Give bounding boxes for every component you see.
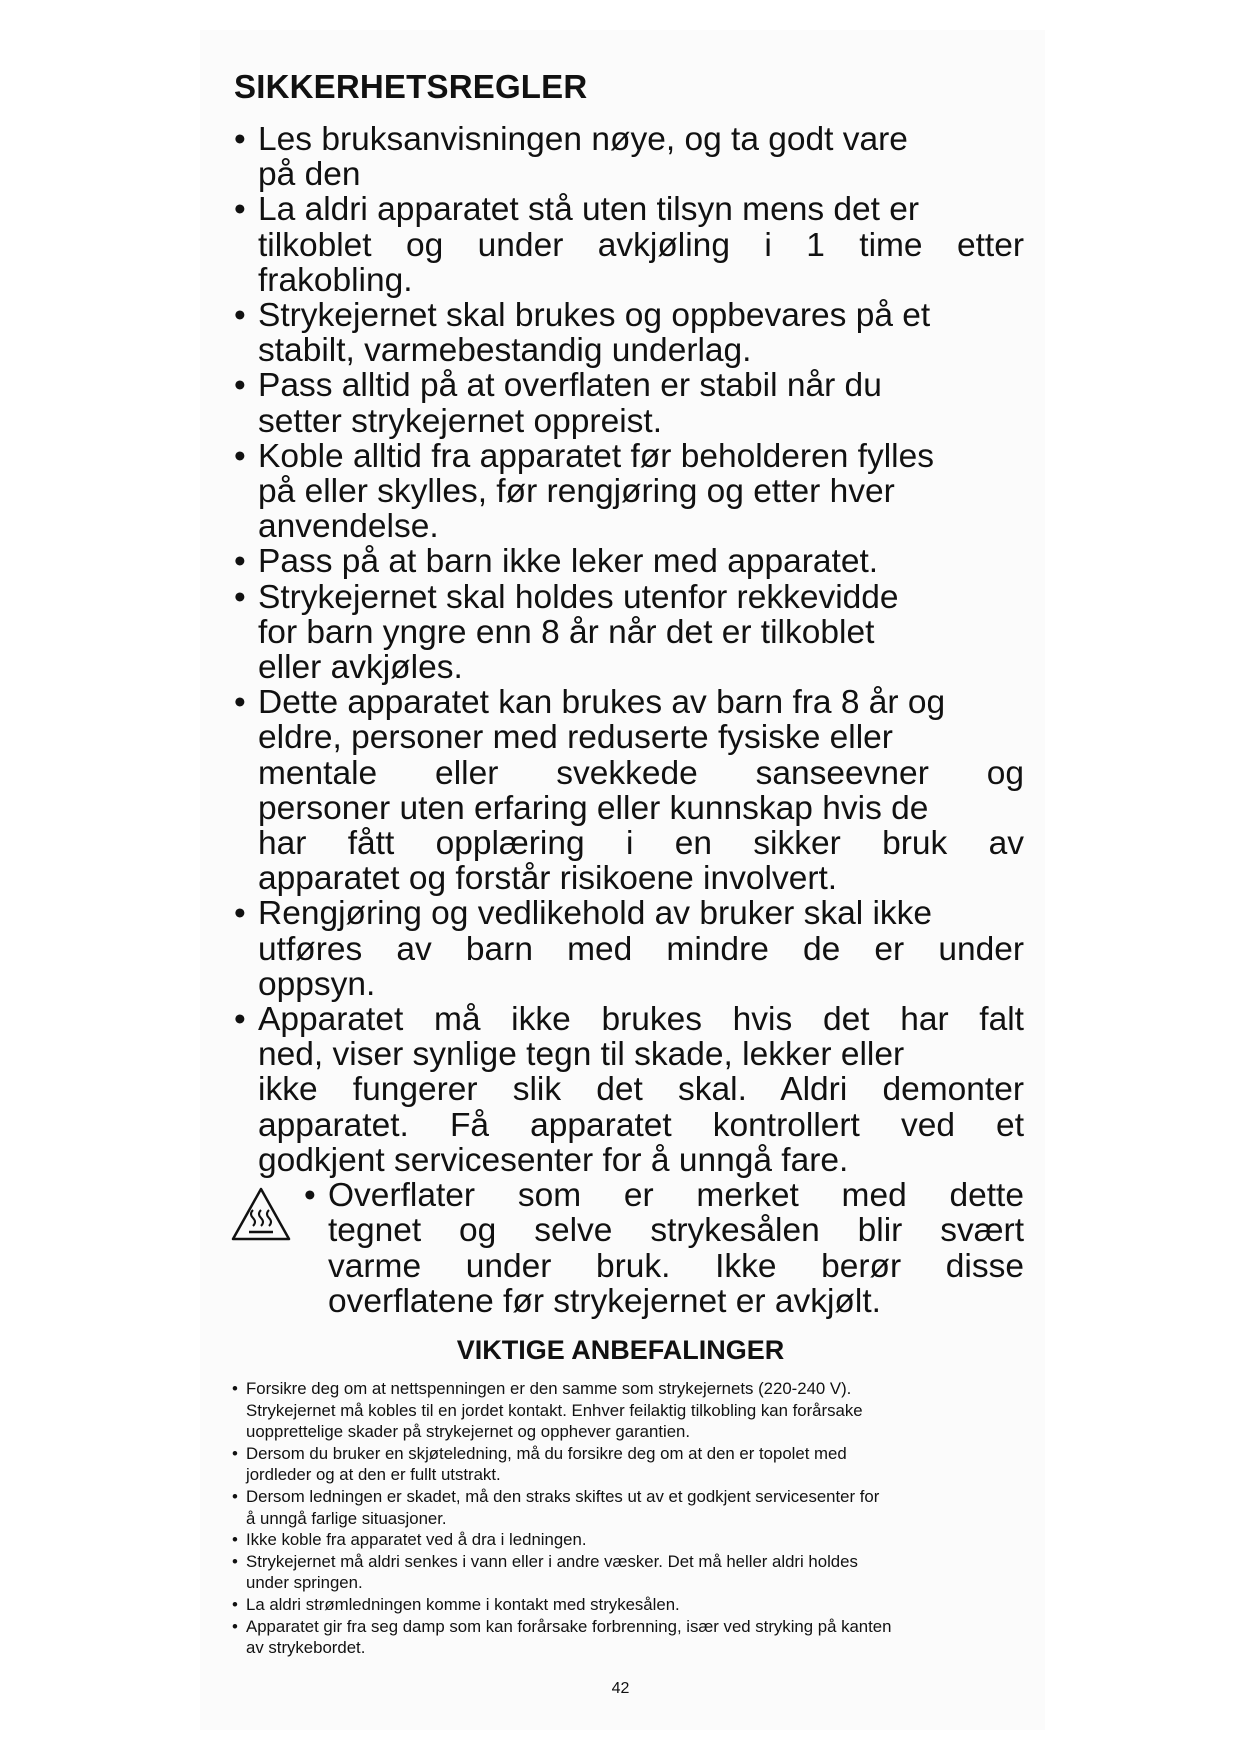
line-text: mentale eller svekkede sanseevner og <box>258 754 1024 792</box>
line-text: Strykejernet må kobles til en jordet kontakt. Enhver feilaktig tilkobling kan forårsake <box>246 1400 863 1420</box>
recommendations-list <box>232 1378 1032 1659</box>
list-item <box>232 1378 1032 1443</box>
line-text: stabilt, varmebestandig underlag. <box>258 332 752 370</box>
line-text: under springen. <box>246 1573 363 1593</box>
line-text: Koble alltid fra apparatet før beholderen fylles <box>258 437 934 475</box>
bullet-marker: • <box>304 1177 316 1215</box>
list-item <box>234 580 1024 686</box>
line-text: apparatet og forstår risikoene involvert. <box>258 860 838 898</box>
line-text: å unngå farlige situasjoner. <box>246 1508 447 1528</box>
line-text: apparatet. Få apparatet kontrollert ved et <box>258 1106 1024 1144</box>
bullet-marker: • <box>232 1443 238 1463</box>
line-text: på den <box>258 156 361 194</box>
bullet-marker: • <box>232 1530 238 1550</box>
line-text: Forsikre deg om at nettspenningen er den samme som strykejernets (220-240 V). <box>246 1379 852 1398</box>
line-text: Les bruksanvisningen nøye, og ta godt vare <box>258 121 908 158</box>
line-text: Apparatet må ikke brukes hvis det har falt <box>258 1001 1024 1039</box>
bullet-marker: • <box>232 1486 238 1506</box>
line-text: setter strykejernet oppreist. <box>258 402 663 440</box>
line-text: La aldri apparatet stå uten tilsyn mens det er <box>258 191 920 229</box>
line-text: anvendelse. <box>258 508 439 546</box>
line-text: Strykejernet må aldri senkes i vann eller i andre væsker. Det må heller aldri holdes <box>246 1551 858 1571</box>
line-text: Ikke koble fra apparatet ved å dra i ledningen. <box>246 1530 587 1550</box>
list-item <box>232 1529 1032 1551</box>
safety-rules-list <box>234 122 1024 1319</box>
bullet-marker: • <box>232 1551 238 1571</box>
list-item <box>232 1551 1032 1594</box>
bullet-marker: • <box>234 895 246 933</box>
line-text: av strykebordet. <box>246 1638 366 1658</box>
line-text: Strykejernet skal brukes og oppbevares på et <box>258 297 931 335</box>
list-item <box>232 1486 1032 1529</box>
list-item <box>232 1443 1032 1486</box>
line-text: ikke fungerer slik det skal. Aldri demonter <box>258 1071 1024 1109</box>
line-text: Strykejernet skal holdes utenfor rekkevidde <box>258 578 899 616</box>
line-text: uopprettelige skader på strykejernet og opphever garantien. <box>246 1422 691 1442</box>
section-title: SIKKERHETSREGLER <box>234 68 588 105</box>
line-text: Dette apparatet kan brukes av barn fra 8 år og <box>258 684 946 722</box>
bullet-marker: • <box>234 437 246 475</box>
line-text: eller avkjøles. <box>258 649 463 687</box>
page-number: 42 <box>611 1680 630 1697</box>
list-item <box>234 192 1024 298</box>
line-text: utføres av barn med mindre de er under <box>258 930 1024 968</box>
line-text: for barn yngre enn 8 år når det er tilkoblet <box>258 613 875 651</box>
list-item <box>234 439 1024 545</box>
bullet-marker: • <box>234 578 246 616</box>
line-text: La aldri strømledningen komme i kontakt med strykesålen. <box>246 1594 680 1614</box>
line-text: godkjent servicesenter for å unngå fare. <box>258 1141 849 1179</box>
list-item <box>234 544 1024 579</box>
bullet-marker: • <box>234 297 246 335</box>
list-item <box>234 298 1024 368</box>
line-text: på eller skylles, før rengjøring og etter hver <box>258 473 895 511</box>
line-text: oppsyn. <box>258 965 376 1003</box>
line-text: Apparatet gir fra seg damp som kan forårsake forbrenning, især ved stryking på kanten <box>246 1616 892 1636</box>
bullet-marker: • <box>234 191 246 229</box>
line-text: Overflater som er merket med dette <box>328 1177 1024 1215</box>
line-text: tilkoblet og under avkjøling i 1 time etter <box>258 226 1024 264</box>
line-text: Pass på at barn ikke leker med apparatet. <box>258 543 879 581</box>
list-item <box>232 1616 1032 1659</box>
list-item <box>234 1002 1024 1178</box>
line-text: jordleder og at den er fullt utstrakt. <box>246 1465 501 1485</box>
line-text: frakobling. <box>258 261 413 299</box>
line-text: overflatene før strykejernet er avkjølt. <box>328 1282 881 1320</box>
line-text: Dersom ledningen er skadet, må den straks skiftes ut av et godkjent servicesenter for <box>246 1486 880 1506</box>
bullet-marker: • <box>232 1594 238 1614</box>
list-item <box>234 122 1024 192</box>
list-item <box>234 368 1024 438</box>
list-item <box>232 1594 1032 1616</box>
bullet-marker: • <box>234 367 246 405</box>
list-item <box>234 1178 1024 1319</box>
list-item <box>234 685 1024 896</box>
line-text: Dersom du bruker en skjøteledning, må du forsikre deg om at den er topolet med <box>246 1443 847 1463</box>
line-text: har fått opplæring i en sikker bruk av <box>258 825 1024 863</box>
subsection-title: VIKTIGE ANBEFALINGER <box>456 1335 785 1365</box>
bullet-marker: • <box>234 121 246 158</box>
line-text: personer uten erfaring eller kunnskap hvis de <box>258 789 929 827</box>
line-text: eldre, personer med reduserte fysiske eller <box>258 719 893 757</box>
hot-surface-warning-icon <box>230 1186 292 1242</box>
bullet-marker: • <box>234 684 246 722</box>
line-text: Rengjøring og vedlikehold av bruker skal ikke <box>258 895 933 933</box>
list-item <box>234 896 1024 1002</box>
bullet-marker: • <box>234 543 246 581</box>
bullet-marker: • <box>234 1001 246 1039</box>
line-text: tegnet og selve strykesålen blir svært <box>328 1212 1024 1250</box>
bullet-marker: • <box>232 1379 238 1398</box>
line-text: Pass alltid på at overflaten er stabil når du <box>258 367 882 405</box>
line-text: ned, viser synlige tegn til skade, lekker eller <box>258 1036 905 1074</box>
bullet-marker: • <box>232 1616 238 1636</box>
line-text: varme under bruk. Ikke berør disse <box>328 1247 1024 1285</box>
